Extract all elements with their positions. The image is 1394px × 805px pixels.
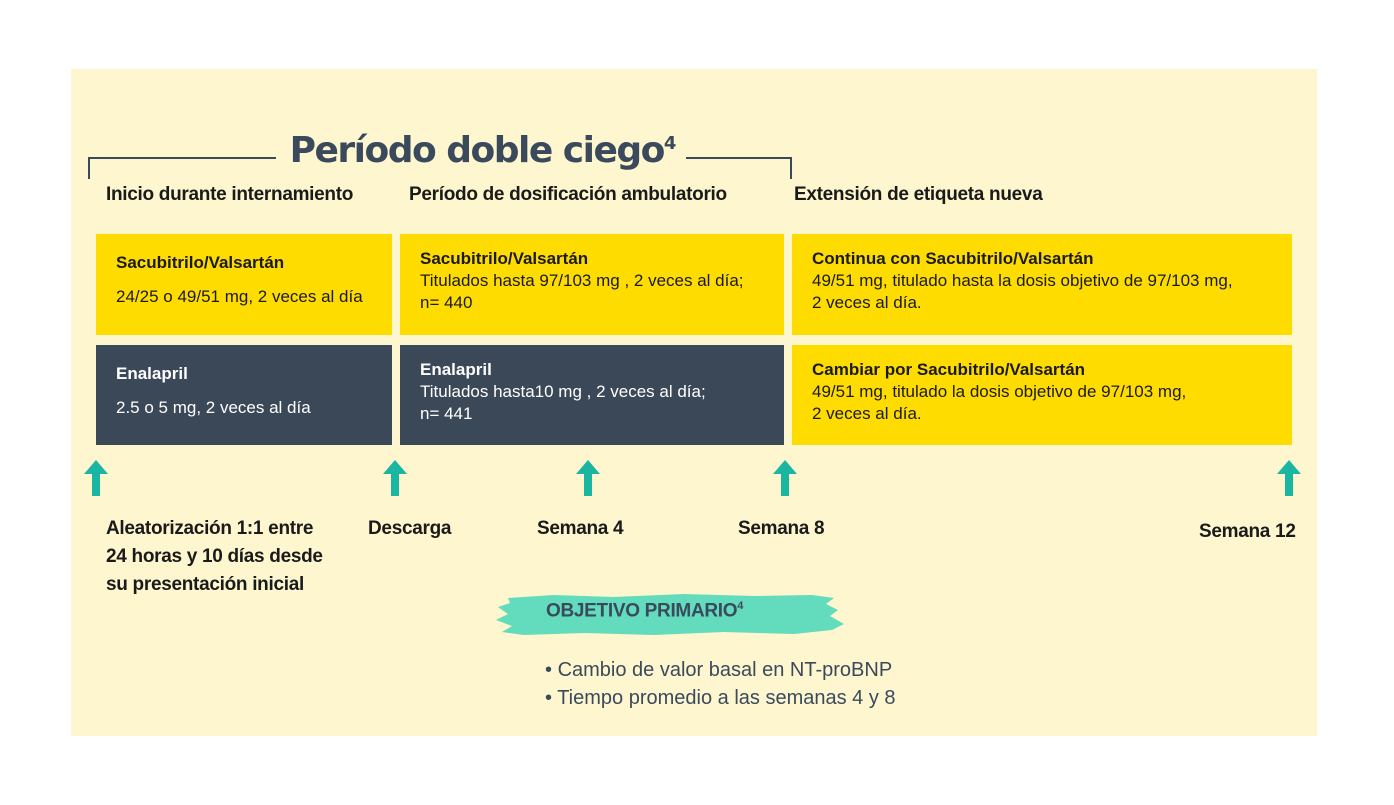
bracket-left-line bbox=[88, 157, 276, 159]
up-arrow-icon bbox=[84, 460, 108, 496]
box-desc: Titulados hasta 97/103 mg , 2 veces al día; n= 440 bbox=[420, 271, 744, 312]
box-extension-continue bbox=[792, 234, 1292, 335]
objective-item: • Tiempo promedio a las semanas 4 y 8 bbox=[545, 684, 896, 712]
objective-item: • Cambio de valor basal en NT-proBNP bbox=[545, 656, 896, 684]
bracket-right-tick bbox=[790, 157, 792, 179]
box-desc: Titulados hasta10 mg , 2 veces al día; n= 441 bbox=[420, 382, 706, 423]
box-desc: 49/51 mg, titulado la dosis objetivo de 97/103 mg, 2 veces al día. bbox=[812, 382, 1187, 423]
box-outpatient-sacubitril bbox=[400, 234, 784, 335]
bracket-right-line bbox=[686, 157, 792, 159]
box-outpatient-enalapril bbox=[400, 345, 784, 445]
up-arrow-icon bbox=[1277, 460, 1301, 496]
objective-list bbox=[545, 656, 896, 712]
up-arrow-icon bbox=[383, 460, 407, 496]
box-desc: 2.5 o 5 mg, 2 veces al día bbox=[116, 398, 311, 417]
milestone-week8: Semana 8 bbox=[738, 518, 825, 539]
box-extension-switch bbox=[792, 345, 1292, 445]
box-name: Enalapril bbox=[420, 360, 492, 379]
milestone-randomization: Aleatorización 1:1 entre 24 horas y 10 días desde su presentación inicial bbox=[106, 518, 323, 595]
box-name: Continua con Sacubitrilo/Valsartán bbox=[812, 249, 1094, 268]
box-inpatient-sacubitril bbox=[96, 234, 392, 335]
box-name: Cambiar por Sacubitrilo/Valsartán bbox=[812, 360, 1086, 379]
bracket-left-tick bbox=[88, 157, 90, 179]
box-name: Enalapril bbox=[116, 364, 188, 383]
double-blind-bracket bbox=[88, 130, 792, 190]
objective-superscript: 4 bbox=[737, 600, 744, 612]
box-desc: 24/25 o 49/51 mg, 2 veces al día bbox=[116, 287, 363, 306]
up-arrow-icon bbox=[773, 460, 797, 496]
objective-title bbox=[546, 600, 743, 622]
section-label-outpatient: Período de dosificación ambulatorio bbox=[409, 184, 727, 205]
milestone-week12: Semana 12 bbox=[1199, 521, 1296, 542]
objective-title-text: OBJETIVO PRIMARIO bbox=[546, 600, 738, 622]
box-name: Sacubitrilo/Valsartán bbox=[420, 249, 589, 268]
box-desc: 49/51 mg, titulado hasta la dosis objetivo de 97/103 mg, 2 veces al día. bbox=[812, 271, 1233, 312]
title-superscript: 4 bbox=[663, 133, 677, 154]
page-title bbox=[288, 130, 678, 171]
section-label-extension: Extensión de etiqueta nueva bbox=[794, 184, 1043, 205]
milestone-discharge: Descarga bbox=[368, 518, 452, 539]
milestone-week4: Semana 4 bbox=[537, 518, 624, 539]
box-inpatient-enalapril bbox=[96, 345, 392, 445]
section-label-inpatient: Inicio durante internamiento bbox=[106, 184, 354, 205]
box-name: Sacubitrilo/Valsartán bbox=[116, 253, 285, 272]
up-arrow-icon bbox=[576, 460, 600, 496]
title-text: Período doble ciego bbox=[289, 130, 664, 171]
